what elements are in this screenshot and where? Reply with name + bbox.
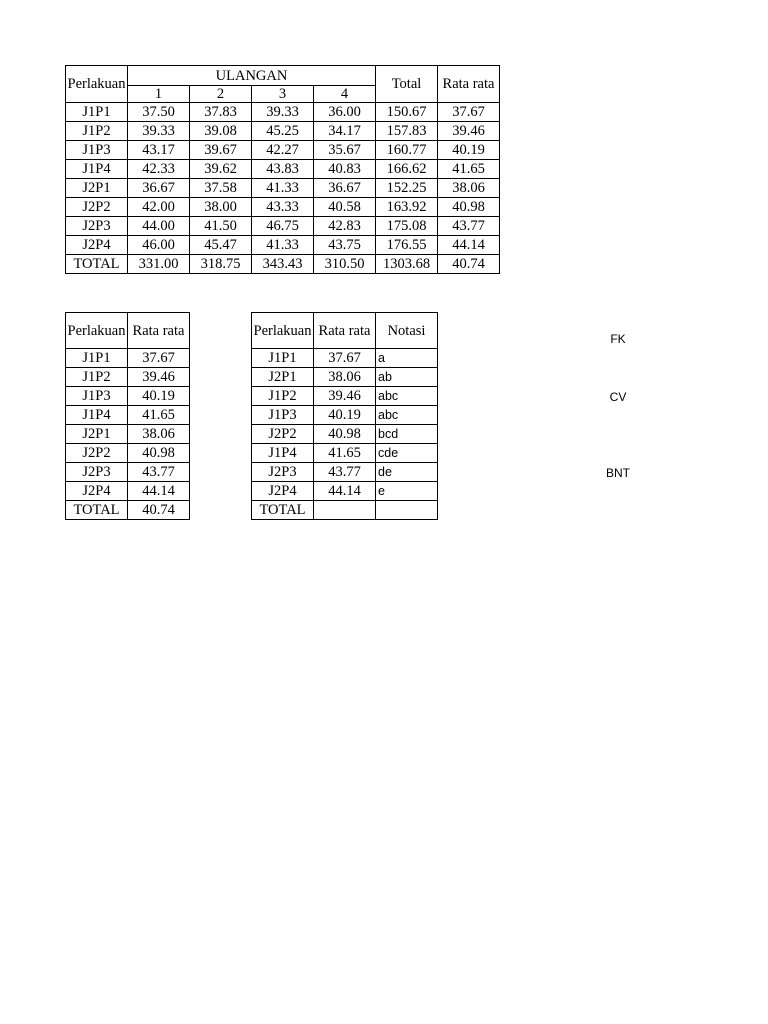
cell-notasi (376, 501, 438, 520)
table-row (66, 160, 500, 179)
cell-rep-2: 39.08 (190, 122, 252, 141)
cell-perlakuan: J1P2 (66, 368, 128, 387)
cv-label: CV (609, 390, 627, 404)
cell-rep-2: 38.00 (190, 198, 252, 217)
cell-rata-rata: 39.46 (314, 387, 376, 406)
cell-perlakuan: J2P2 (66, 198, 128, 217)
header-rep-2: 2 (190, 86, 252, 103)
cell-perlakuan: J2P4 (66, 482, 128, 501)
cell-rep-1: 42.33 (128, 160, 190, 179)
cell-rep-1: 46.00 (128, 236, 190, 255)
cell-rep-4: 36.00 (314, 103, 376, 122)
cell-perlakuan: J1P2 (252, 387, 314, 406)
cell-total: 176.55 (376, 236, 438, 255)
cell-notasi: cde (376, 444, 438, 463)
cell-perlakuan: J2P1 (252, 368, 314, 387)
header-perlakuan: Perlakuan (252, 313, 314, 349)
cell-rep-3: 39.33 (252, 103, 314, 122)
table-row (66, 255, 500, 274)
cell-rata-rata: 38.06 (314, 368, 376, 387)
cell-total: 150.67 (376, 103, 438, 122)
cell-rep-3: 41.33 (252, 236, 314, 255)
table-row (252, 425, 438, 444)
header-perlakuan: Perlakuan (66, 66, 128, 103)
cell-rata-rata: 38.06 (438, 179, 500, 198)
cell-rep-2: 37.83 (190, 103, 252, 122)
cell-perlakuan: J1P1 (252, 349, 314, 368)
table-row (252, 368, 438, 387)
cell-rata-rata: 40.19 (314, 406, 376, 425)
cell-rep-4: 34.17 (314, 122, 376, 141)
cell-rata-rata: 40.98 (314, 425, 376, 444)
cell-rep-4: 42.83 (314, 217, 376, 236)
table-row (66, 482, 190, 501)
ulangan-table (65, 65, 500, 274)
cell-rata-rata: 37.67 (128, 349, 190, 368)
cell-notasi: ab (376, 368, 438, 387)
cell-rata-rata: 40.74 (438, 255, 500, 274)
header-rep-4: 4 (314, 86, 376, 103)
cell-rep-1: 43.17 (128, 141, 190, 160)
header-row (66, 66, 500, 86)
table-row (66, 103, 500, 122)
table-row (66, 217, 500, 236)
cell-perlakuan: J2P4 (252, 482, 314, 501)
cell-rep-3: 42.27 (252, 141, 314, 160)
cell-perlakuan: J1P3 (252, 406, 314, 425)
cell-rata-rata: 43.77 (438, 217, 500, 236)
cell-total: 1303.68 (376, 255, 438, 274)
table-row (66, 141, 500, 160)
cell-rep-1: 42.00 (128, 198, 190, 217)
cell-rata-rata: 39.46 (438, 122, 500, 141)
cell-perlakuan: J2P2 (66, 444, 128, 463)
table-row (252, 482, 438, 501)
cell-rep-1: 39.33 (128, 122, 190, 141)
cell-rata-rata: 43.77 (314, 463, 376, 482)
cell-rep-1: 44.00 (128, 217, 190, 236)
cell-notasi: abc (376, 387, 438, 406)
header-rep-3: 3 (252, 86, 314, 103)
cell-notasi: abc (376, 406, 438, 425)
cell-notasi: de (376, 463, 438, 482)
cell-rata-rata: 38.06 (128, 425, 190, 444)
cell-rep-1: 36.67 (128, 179, 190, 198)
cell-perlakuan: J2P4 (66, 236, 128, 255)
cell-rep-4: 40.83 (314, 160, 376, 179)
header-row (252, 313, 438, 349)
cell-rata-rata (314, 501, 376, 520)
cell-total: 163.92 (376, 198, 438, 217)
header-rata-rata: Rata rata (438, 66, 500, 103)
table-row (66, 179, 500, 198)
cell-rata-rata: 41.65 (128, 406, 190, 425)
fk-label: FK (610, 332, 626, 346)
cell-total: 152.25 (376, 179, 438, 198)
table-row (252, 349, 438, 368)
cell-rep-2: 39.67 (190, 141, 252, 160)
notasi-table-body (252, 313, 438, 520)
header-rata-rata: Rata rata (128, 313, 190, 349)
table-row (66, 463, 190, 482)
table-row (66, 349, 190, 368)
cell-rep-2: 318.75 (190, 255, 252, 274)
rata-rata-table (65, 312, 190, 520)
cell-perlakuan: TOTAL (66, 255, 128, 274)
table-row (252, 444, 438, 463)
cell-rata-rata: 40.74 (128, 501, 190, 520)
cell-rep-3: 343.43 (252, 255, 314, 274)
cell-rata-rata: 44.14 (314, 482, 376, 501)
table-row (66, 387, 190, 406)
cell-rata-rata: 41.65 (314, 444, 376, 463)
table-row (66, 425, 190, 444)
rata-rata-table-body (66, 313, 190, 520)
cell-rata-rata: 37.67 (438, 103, 500, 122)
cell-total: 166.62 (376, 160, 438, 179)
cell-notasi: e (376, 482, 438, 501)
cell-perlakuan: J2P1 (66, 179, 128, 198)
cell-rep-3: 46.75 (252, 217, 314, 236)
cell-rep-4: 35.67 (314, 141, 376, 160)
table-row (66, 122, 500, 141)
header-ulangan: ULANGAN (128, 66, 376, 86)
cell-perlakuan: J1P2 (66, 122, 128, 141)
cell-notasi: a (376, 349, 438, 368)
cell-rep-1: 37.50 (128, 103, 190, 122)
cell-rep-4: 43.75 (314, 236, 376, 255)
bnt-label: BNT (606, 466, 630, 480)
cell-perlakuan: J2P3 (252, 463, 314, 482)
ulangan-table-body (66, 66, 500, 274)
cell-rep-2: 37.58 (190, 179, 252, 198)
cell-rata-rata: 41.65 (438, 160, 500, 179)
cell-rata-rata: 43.77 (128, 463, 190, 482)
cell-rep-2: 41.50 (190, 217, 252, 236)
cell-perlakuan: J1P3 (66, 141, 128, 160)
table-row (66, 501, 190, 520)
table-row (66, 236, 500, 255)
cell-rata-rata: 40.19 (438, 141, 500, 160)
table-row (66, 406, 190, 425)
cell-perlakuan: TOTAL (66, 501, 128, 520)
header-rata-rata: Rata rata (314, 313, 376, 349)
cell-perlakuan: J1P4 (252, 444, 314, 463)
cell-rata-rata: 44.14 (438, 236, 500, 255)
cell-total: 157.83 (376, 122, 438, 141)
cell-rata-rata: 37.67 (314, 349, 376, 368)
header-row (66, 313, 190, 349)
cell-rep-2: 39.62 (190, 160, 252, 179)
cell-notasi: bcd (376, 425, 438, 444)
cell-perlakuan: J1P1 (66, 349, 128, 368)
header-perlakuan: Perlakuan (66, 313, 128, 349)
table-row (252, 463, 438, 482)
header-rep-1: 1 (128, 86, 190, 103)
cell-perlakuan: J2P3 (66, 217, 128, 236)
cell-rata-rata: 40.98 (128, 444, 190, 463)
cell-perlakuan: J2P3 (66, 463, 128, 482)
cell-perlakuan: J1P4 (66, 406, 128, 425)
cell-rep-3: 43.83 (252, 160, 314, 179)
cell-rata-rata: 44.14 (128, 482, 190, 501)
cell-total: 160.77 (376, 141, 438, 160)
cell-rata-rata: 40.98 (438, 198, 500, 217)
cell-perlakuan: J1P4 (66, 160, 128, 179)
cell-rata-rata: 40.19 (128, 387, 190, 406)
cell-total: 175.08 (376, 217, 438, 236)
cell-rep-2: 45.47 (190, 236, 252, 255)
cell-perlakuan: J1P3 (66, 387, 128, 406)
cell-rep-3: 41.33 (252, 179, 314, 198)
cell-rata-rata: 39.46 (128, 368, 190, 387)
table-row (252, 501, 438, 520)
header-notasi: Notasi (376, 313, 438, 349)
header-total: Total (376, 66, 438, 103)
cell-rep-4: 310.50 (314, 255, 376, 274)
cell-perlakuan: J1P1 (66, 103, 128, 122)
cell-perlakuan: TOTAL (252, 501, 314, 520)
cell-rep-3: 45.25 (252, 122, 314, 141)
table-row (66, 444, 190, 463)
cell-perlakuan: J2P2 (252, 425, 314, 444)
cell-perlakuan: J2P1 (66, 425, 128, 444)
cell-rep-4: 36.67 (314, 179, 376, 198)
cell-rep-1: 331.00 (128, 255, 190, 274)
table-row (66, 368, 190, 387)
cell-rep-4: 40.58 (314, 198, 376, 217)
table-row (252, 387, 438, 406)
notasi-table (251, 312, 438, 520)
table-row (252, 406, 438, 425)
table-row (66, 198, 500, 217)
cell-rep-3: 43.33 (252, 198, 314, 217)
